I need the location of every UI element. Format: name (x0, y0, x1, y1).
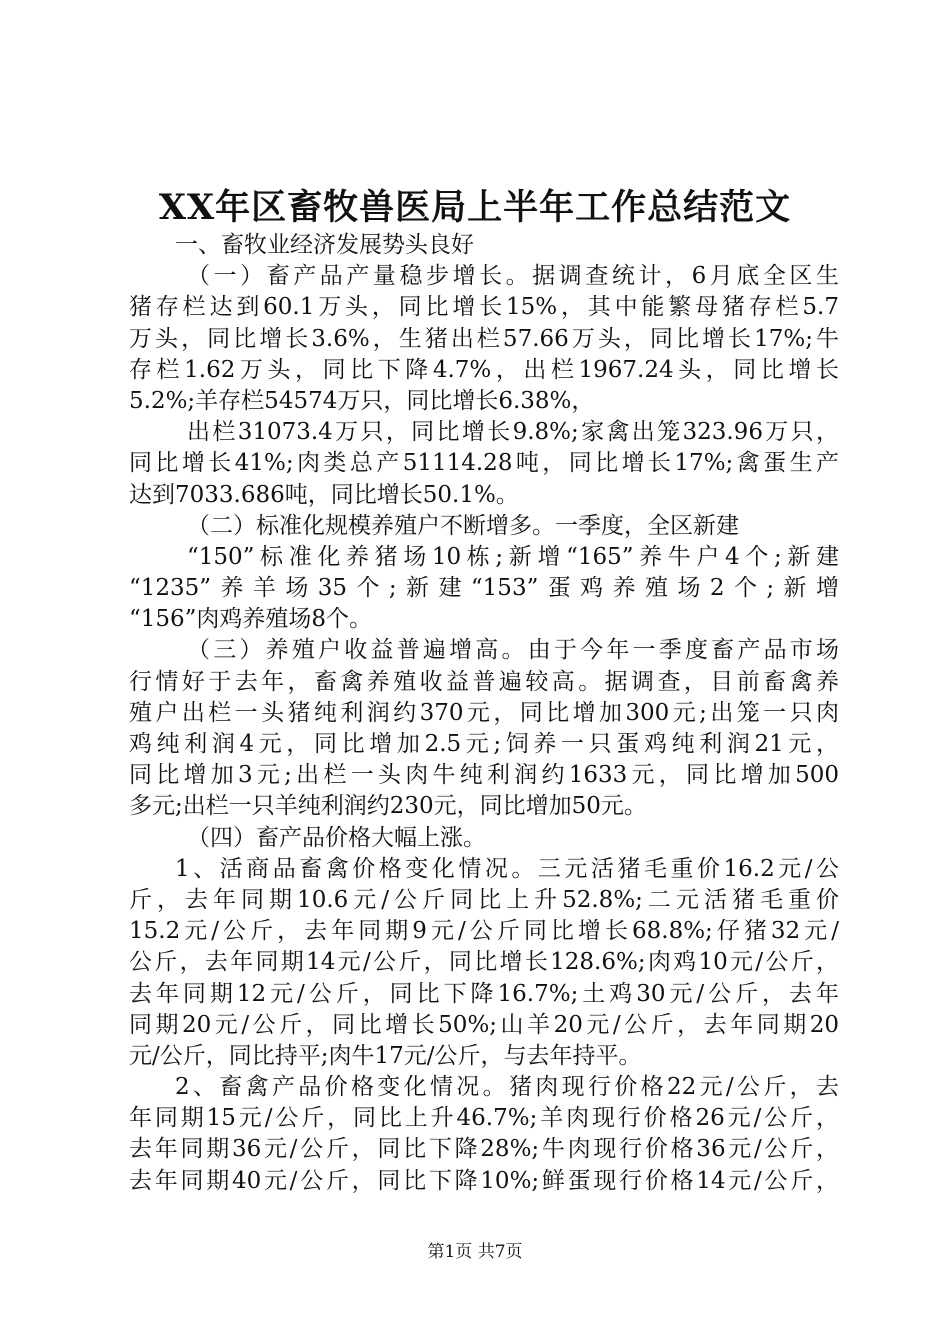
paragraph-line: 去年同期36元/公斤，同比下降28%;牛肉现行价格36元/公斤， (129, 1136, 839, 1163)
paragraph-line: 万头，同比增长3.6%，生猪出栏57.66万头，同比增长17%;牛 (129, 325, 839, 352)
paragraph-line: （三）养殖户收益普遍增高。由于今年一季度畜产品市场 (187, 637, 839, 664)
paragraph-line: 5.2%;羊存栏54574万只，同比增长6.38%， (129, 387, 595, 414)
paragraph-line: 存栏1.62万头，同比下降4.7%，出栏1967.24头，同比增长 (129, 356, 839, 383)
paragraph-line: 去年同期40元/公斤，同比下降10%;鲜蛋现行价格14元/公斤， (129, 1167, 839, 1194)
paragraph-line: 2、畜禽产品价格变化情况。猪肉现行价格22元/公斤，去 (175, 1074, 839, 1101)
paragraph-line: 元/公斤，同比持平;肉牛17元/公斤，与去年持平。 (129, 1042, 642, 1069)
paragraph-line: “1235”养羊场35个;新建“153”蛋鸡养殖场2个;新增 (129, 575, 839, 602)
paragraph-line: 1、活商品畜禽价格变化情况。三元活猪毛重价16.2元/公 (175, 855, 839, 882)
document-body (129, 230, 839, 1197)
paragraph-line: 斤，去年同期10.6元/公斤同比上升52.8%;二元活猪毛重价 (129, 886, 839, 913)
paragraph-line: （二）标准化规模养殖户不断增多。一季度，全区新建 (187, 512, 739, 539)
paragraph-line: 去年同期12元/公斤，同比下降16.7%;土鸡30元/公斤，去年 (129, 980, 839, 1007)
paragraph-line: （一）畜产品产量稳步增长。据调查统计，6月底全区生 (187, 263, 839, 290)
paragraph-line: 鸡纯利润4元，同比增加2.5元;饲养一只蛋鸡纯利润21元， (129, 731, 839, 757)
paragraph-line: 公斤，去年同期14元/公斤，同比增长128.6%;肉鸡10元/公斤， (129, 949, 839, 976)
paragraph-line: 行情好于去年，畜禽养殖收益普遍较高。据调查，目前畜禽养 (129, 668, 839, 695)
paragraph-line: 15.2元/公斤，去年同期9元/公斤同比增长68.8%;仔猪32元/ (129, 918, 839, 945)
section-heading: 一、畜牧业经济发展势头良好 (175, 232, 474, 258)
document-title: XX年区畜牧兽医局上半年工作总结范文 (158, 187, 792, 228)
paragraph-line: （四）畜产品价格大幅上涨。 (187, 824, 486, 851)
paragraph-line: 同期20元/公斤，同比增长50%;山羊20元/公斤，去年同期20 (129, 1011, 839, 1038)
paragraph-line: 达到7033.686吨，同比增长50.1%。 (129, 481, 519, 508)
paragraph-line: 多元;出栏一只羊纯利润约230元，同比增加50元。 (129, 793, 647, 820)
paragraph-line: “150”标准化养猪场10栋;新增“165”养牛户4个;新建 (187, 543, 839, 570)
paragraph-line: 同比增加3元;出栏一头肉牛纯利润约1633元，同比增加500 (129, 762, 839, 789)
paragraph-line: 年同期15元/公斤，同比上升46.7%;羊肉现行价格26元/公斤， (129, 1105, 839, 1132)
paragraph-line: “156”肉鸡养殖场8个。 (129, 606, 373, 633)
paragraph-line: 出栏31073.4万只，同比增长9.8%;家禽出笼323.96万只， (187, 419, 839, 446)
paragraph-line: 同比增长41%;肉类总产51114.28吨，同比增长17%;禽蛋生产 (129, 450, 839, 477)
paragraph-line: 猪存栏达到60.1万头，同比增长15%，其中能繁母猪存栏5.7 (129, 294, 839, 321)
page-footer: 第1页 共7页 (427, 1242, 523, 1262)
paragraph-line: 殖户出栏一头猪纯利润约370元，同比增加300元;出笼一只肉 (129, 699, 839, 726)
